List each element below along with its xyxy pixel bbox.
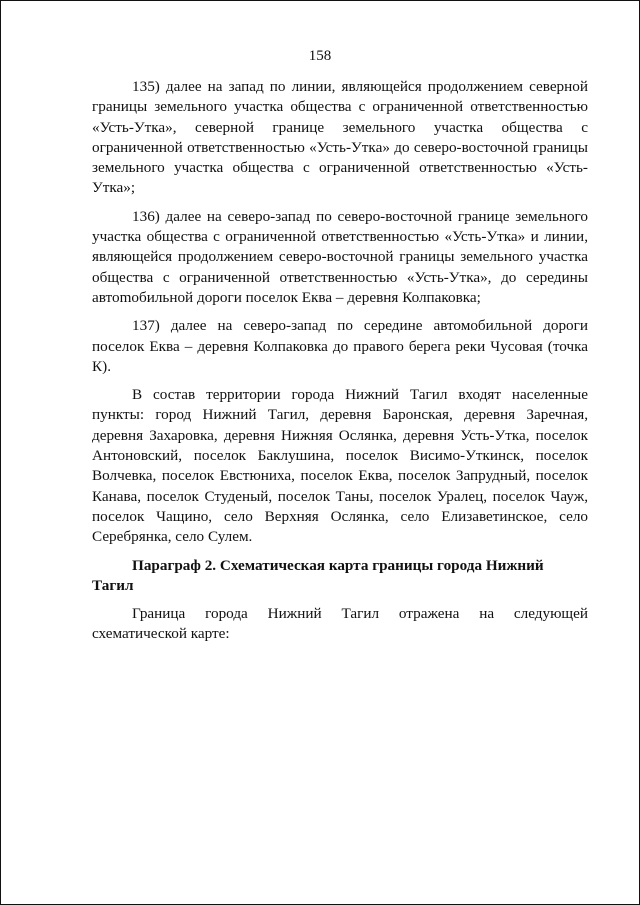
paragraph-137: 137) далее на северо-запад по середине автомобильной дороги поселок Еква – деревня Колпаковка до правого берега реки Чусовая (точка К). bbox=[92, 317, 588, 375]
document-body bbox=[92, 77, 588, 645]
page-number: 158 bbox=[308, 48, 332, 64]
paragraph-135: 135) далее на запад по линии, являющейся продолжением северной границы земельного участка общества с ограниченной ответственностью «Усть-Утка», северной границе земельного участка общества с ограниченной ответственностью «Усть-Утка» до северо-восточной границы земельного участка общества с ограниченной ответственностью «Усть-Утка»; bbox=[92, 78, 588, 197]
paragraph-map-intro: Граница города Нижний Тагил отражена на следующей схематической карте: bbox=[92, 605, 588, 643]
paragraph-136: 136) далее на северо-запад по северо-восточной границе земельного участка общества с ограниченной ответственностью «Усть-Утка» и линии, являющейся продолжением северо-восточной границы земельного участка общества с ограниченной ответственностью «Усть-Утка», до середины автоmобильной дороги поселок Еква – деревня Колпаковка; bbox=[92, 207, 588, 306]
paragraph-settlements: В состав территории города Нижний Тагил входят населенные пункты: город Нижний Тагил, деревня Баронская, деревня Заречная, деревня Захаровка, деревня Нижняя Ослянка, деревня Усть-Утка, поселок Антоновский, поселок Баклушина, поселок Висимо-Уткинск, поселок Волчевка, поселок Евстюниха, поселок Еква, поселок Запрудный, поселок Канава, поселок Студеный, поселок Таны, поселок Уралец, поселок Чауж, поселок Чащино, село Верхняя Ослянка, село Елизаветинское, село Серебрянка, село Сулем. bbox=[92, 386, 588, 546]
section-heading: Параграф 2. Схематическая карта границы города Нижний Тагил bbox=[92, 556, 544, 594]
